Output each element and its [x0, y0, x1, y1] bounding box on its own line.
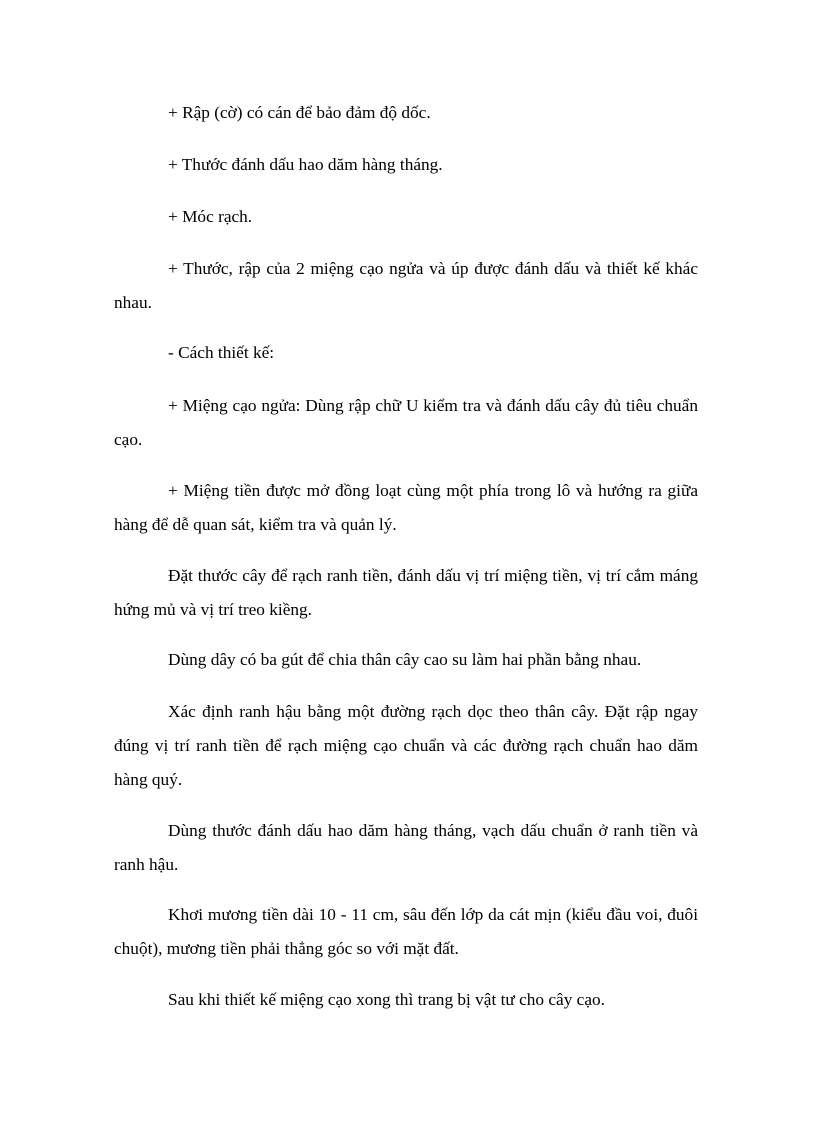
paragraph-7: + Miệng tiền được mở đồng loạt cùng một phía trong lô và hướng ra giữa hàng để dễ quan sát, kiểm tra và quản lý.	[114, 481, 698, 534]
paragraph-2: + Thước đánh dấu hao dăm hàng tháng.	[168, 155, 443, 174]
paragraph-4: + Thước, rập của 2 miệng cạo ngửa và úp được đánh dấu và thiết kế khác nhau.	[114, 259, 698, 312]
paragraph-6: + Miệng cạo ngửa: Dùng rập chữ U kiểm tra và đánh dấu cây đủ tiêu chuẩn cạo.	[114, 396, 698, 449]
paragraph-3: + Móc rạch.	[168, 207, 253, 226]
paragraph-11: Dùng thước đánh dấu hao dăm hàng tháng, vạch dấu chuẩn ở ranh tiền và ranh hậu.	[114, 821, 698, 874]
paragraph-10: Xác định ranh hậu bằng một đường rạch dọc theo thân cây. Đặt rập ngay đúng vị trí ranh tiền để rạch miệng cạo chuẩn và các đường rạch chuẩn hao dăm hàng quý.	[114, 702, 698, 789]
paragraph-5: - Cách thiết kế:	[168, 343, 275, 362]
paragraph-13: Sau khi thiết kế miệng cạo xong thì trang bị vật tư cho cây cạo.	[168, 990, 605, 1009]
paragraph-1: + Rập (cờ) có cán để bảo đảm độ dốc.	[168, 103, 431, 122]
paragraph-9: Dùng dây có ba gút để chia thân cây cao su làm hai phần bằng nhau.	[168, 650, 642, 669]
paragraph-8: Đặt thước cây để rạch ranh tiền, đánh dấu vị trí miệng tiền, vị trí cắm máng hứng mủ và vị trí treo kiềng.	[114, 566, 698, 619]
paragraph-12: Khơi mương tiền dài 10 - 11 cm, sâu đến lớp da cát mịn (kiểu đầu voi, đuôi chuột), mương tiền phải thẳng góc so với mặt đất.	[114, 905, 698, 958]
